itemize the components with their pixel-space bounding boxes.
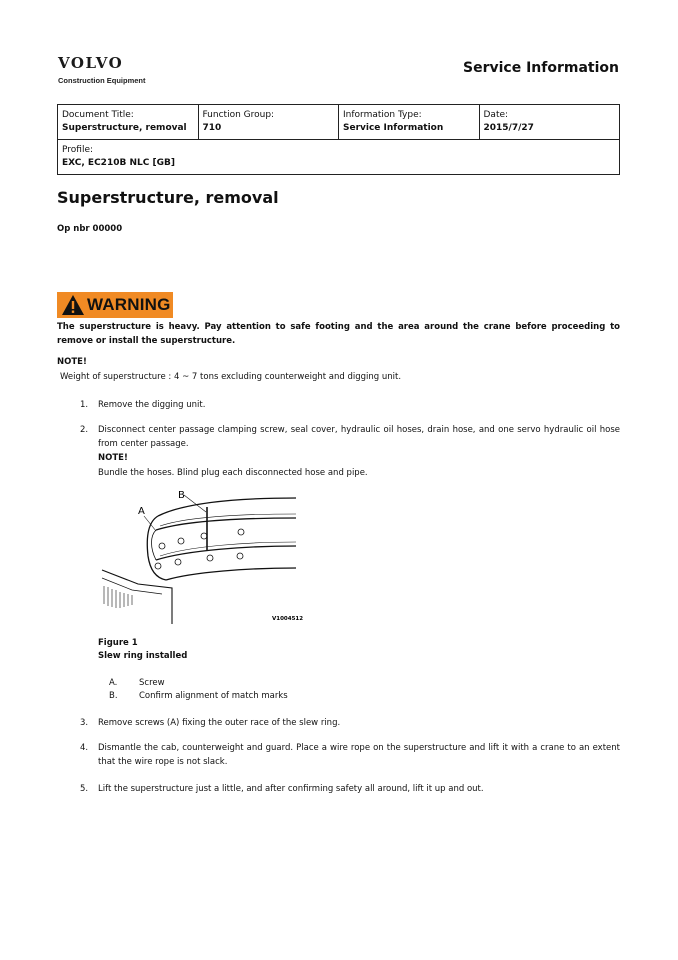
- slew-ring-figure: [98, 486, 308, 626]
- meta-label: Profile:: [62, 145, 94, 155]
- step-2-note-label: NOTE!: [98, 453, 128, 463]
- meta-value: Service Information: [343, 123, 444, 133]
- legend-text: Confirm alignment of match marks: [139, 691, 288, 701]
- step-number: 5.: [80, 784, 89, 794]
- meta-label: Function Group:: [202, 110, 275, 120]
- step-text: Lift the superstructure just a little, and after confirming safety all around, lift it up and out.: [98, 784, 484, 794]
- legend-text: Screw: [139, 678, 165, 688]
- legend-key: A.: [109, 678, 118, 688]
- step-number: 1.: [80, 400, 89, 410]
- warning-banner: [57, 292, 173, 318]
- step-text: Disconnect center passage clamping screw, seal cover, hydraulic oil hoses, drain hose, and one servo hydraulic oil hose from center passage.: [98, 425, 620, 449]
- brand-name: VOLVO: [58, 54, 124, 72]
- meta-value: Superstructure, removal: [62, 123, 187, 133]
- step-number: 3.: [80, 718, 89, 728]
- document-meta-table: [57, 104, 620, 175]
- step-1: [80, 398, 620, 412]
- figure-number: Figure 1: [98, 638, 138, 648]
- callout-b: B: [178, 490, 185, 501]
- meta-label: Information Type:: [343, 110, 422, 120]
- step-text: Dismantle the cab, counterweight and guard. Place a wire rope on the superstructure and lift it with a crane to an extent that the wire rope is not slack.: [98, 743, 620, 767]
- meta-value: EXC, EC210B NLC [GB]: [62, 158, 175, 168]
- note-label: NOTE!: [57, 357, 87, 367]
- volvo-logo: [58, 56, 146, 85]
- step-3: [80, 716, 620, 730]
- step-2-note-text: Bundle the hoses. Blind plug each disconnected hose and pipe.: [98, 468, 368, 478]
- meta-value: 710: [202, 123, 222, 133]
- step-text: Remove screws (A) fixing the outer race of the slew ring.: [98, 718, 341, 728]
- figure-caption: [98, 637, 187, 663]
- meta-date: [479, 105, 620, 140]
- meta-label: Date:: [483, 110, 509, 120]
- step-number: 4.: [80, 743, 89, 753]
- note-text: Weight of superstructure : 4 ~ 7 tons excluding counterweight and digging unit.: [60, 372, 402, 382]
- figure-title: Slew ring installed: [98, 651, 188, 661]
- operation-number: Op nbr 00000: [57, 224, 123, 234]
- step-4: [80, 741, 620, 769]
- step-2: [80, 423, 620, 451]
- legend-item: [109, 678, 165, 688]
- figure-ref: V1004512: [272, 616, 304, 622]
- page-title: Superstructure, removal: [57, 188, 279, 207]
- meta-label: Document Title:: [62, 110, 134, 120]
- legend-item: [109, 691, 288, 701]
- meta-function-group: [198, 105, 339, 140]
- meta-information-type: [339, 105, 480, 140]
- warning-text: The superstructure is heavy. Pay attention to safe footing and the area around the crane before proceeding to remove or install the superstructure.: [57, 322, 620, 346]
- brand-subtitle: Construction Equipment: [58, 76, 146, 85]
- callout-a: A: [138, 506, 145, 517]
- step-5: [80, 782, 620, 796]
- meta-value: 2015/7/27: [483, 123, 534, 133]
- step-text: Remove the digging unit.: [98, 400, 206, 410]
- step-number: 2.: [80, 425, 89, 435]
- warning-triangle-icon: [61, 294, 85, 316]
- meta-profile: [58, 140, 620, 175]
- warning-label: WARNING: [87, 295, 171, 314]
- doc-class-heading: Service Information: [463, 60, 619, 76]
- meta-document-title: [58, 105, 199, 140]
- legend-key: B.: [109, 691, 118, 701]
